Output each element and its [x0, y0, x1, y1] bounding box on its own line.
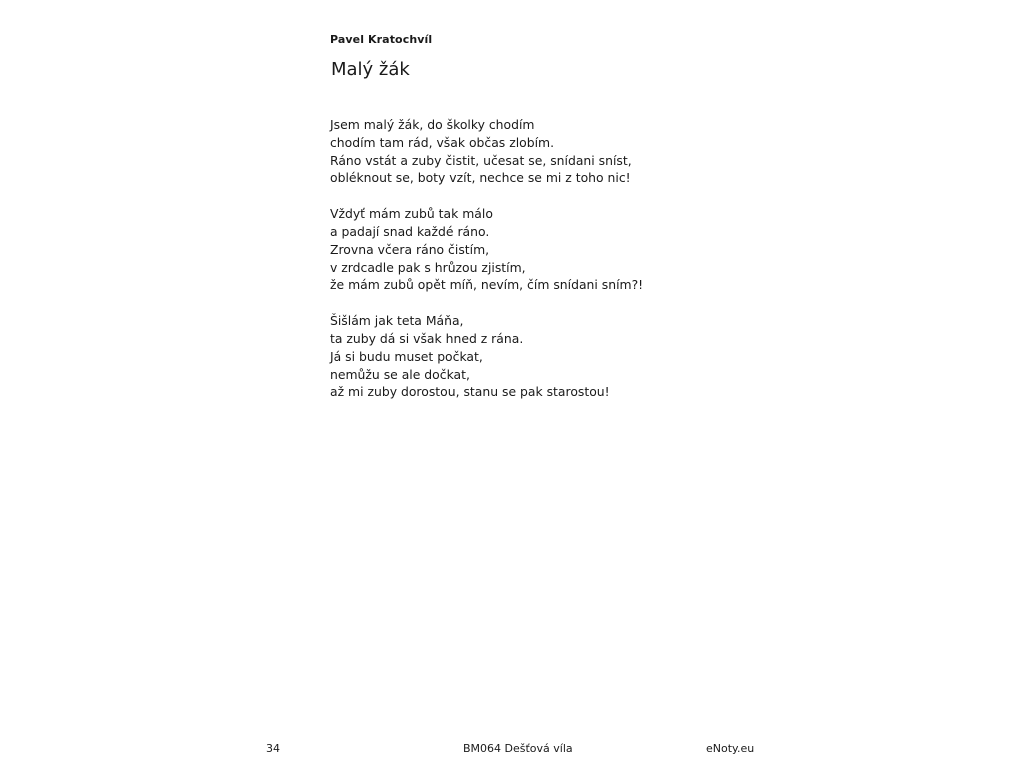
- poem-body: [330, 116, 750, 419]
- publication-title: BM064 Dešťová víla: [463, 742, 573, 755]
- poem-line: v zrdcadle pak s hrůzou zjistím,: [330, 259, 526, 275]
- poem-line: a padají snad každé ráno.: [330, 223, 490, 239]
- poem-line: Šišlám jak teta Máňa,: [330, 313, 464, 329]
- stanza-3: [330, 312, 750, 401]
- page-number: 34: [266, 742, 280, 755]
- poem-author: Pavel Kratochvíl: [330, 33, 433, 46]
- stanza-2: [330, 205, 750, 294]
- poem-line: Vždyť mám zubů tak málo: [330, 206, 493, 222]
- stanza-1: [330, 116, 750, 187]
- poem-line: že mám zubů opět míň, nevím, čím snídani sním?!: [330, 277, 644, 293]
- poem-line: Ráno vstát a zuby čistit, učesat se, snídani sníst,: [330, 152, 632, 168]
- site-name: eNoty.eu: [706, 742, 755, 755]
- poem-line: Já si budu muset počkat,: [330, 348, 483, 364]
- poem-line: nemůžu se ale dočkat,: [330, 366, 470, 382]
- poem-line: ta zuby dá si však hned z rána.: [330, 330, 524, 346]
- poem-title: Malý žák: [331, 59, 410, 80]
- poem-line: obléknout se, boty vzít, nechce se mi z toho nic!: [330, 170, 631, 186]
- poem-line: Jsem malý žák, do školky chodím: [330, 117, 535, 132]
- poem-line: Zrovna včera ráno čistím,: [330, 241, 490, 257]
- poem-line: až mi zuby dorostou, stanu se pak starostou!: [330, 384, 610, 400]
- poem-line: chodím tam rád, však občas zlobím.: [330, 134, 555, 150]
